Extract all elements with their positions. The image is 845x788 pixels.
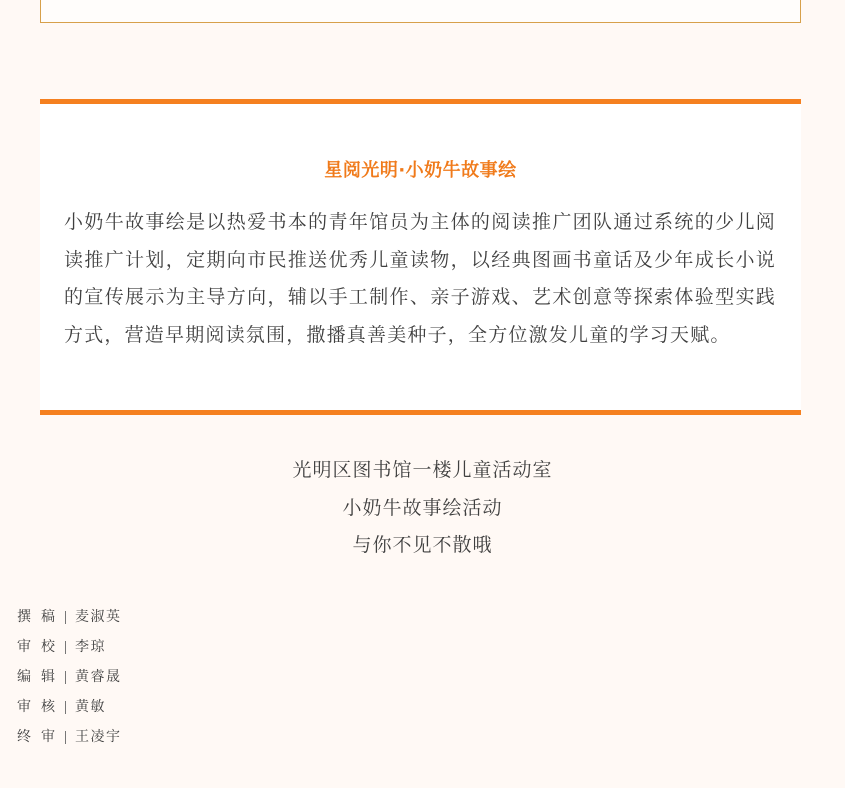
credit-role: 撰稿 xyxy=(17,609,65,625)
card-description: 小奶牛故事绘是以热爱书本的青年馆员为主体的阅读推广团队通过系统的少儿阅读推广计划，定期向市民推送优秀儿童读物，以经典图画书童话及少年成长小说的宣传展示为主导方向，辅以手工制作、亲子游戏、艺术创意等探索体验型实践方式，营造早期阅读氛围，撒播真善美种子，全方位激发儿童的学习天赋。 xyxy=(64,211,776,346)
credit-separator xyxy=(65,671,66,684)
credit-name: 麦淑英 xyxy=(75,609,122,625)
card-title: 星阅光明·小奶牛故事绘 xyxy=(324,160,517,181)
credit-name: 李琼 xyxy=(75,639,106,655)
credit-row-reviewer xyxy=(17,692,122,722)
closing-line-activity: 小奶牛故事绘活动 xyxy=(342,496,503,519)
credit-row-editor xyxy=(17,662,122,692)
closing-line-location: 光明区图书馆一楼儿童活动室 xyxy=(292,459,553,481)
story-club-card xyxy=(40,99,801,415)
previous-section-box xyxy=(40,0,801,23)
credit-row-final-reviewer xyxy=(17,722,122,752)
credit-name: 王凌宇 xyxy=(75,729,122,745)
closing-line-invite: 与你不见不散哦 xyxy=(352,534,493,556)
credit-separator xyxy=(65,611,66,624)
credit-separator xyxy=(65,731,66,744)
credit-role: 编辑 xyxy=(17,669,65,685)
credit-separator xyxy=(65,641,66,654)
credit-name: 黄敏 xyxy=(75,699,106,715)
credits-list xyxy=(17,602,122,752)
credit-separator xyxy=(65,701,66,714)
credit-row-proofreader xyxy=(17,632,122,662)
credit-role: 审校 xyxy=(17,639,65,655)
credit-row-writer xyxy=(17,602,122,632)
credit-role: 审核 xyxy=(17,699,65,715)
credit-name: 黄睿晟 xyxy=(75,669,122,685)
credit-role: 终审 xyxy=(17,729,65,745)
closing-message xyxy=(0,452,845,565)
